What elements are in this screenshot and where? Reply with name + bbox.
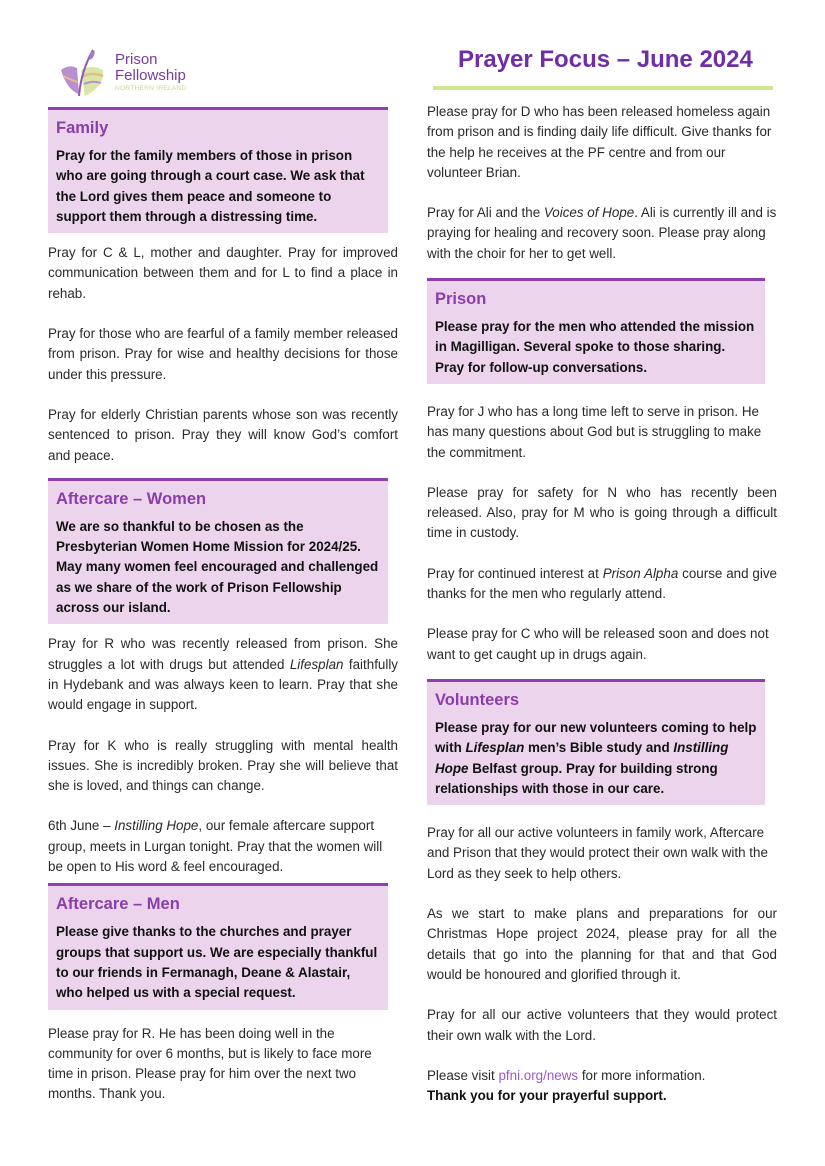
prison-item: Pray for J who has a long time left to serve in prison. He has many questions about God but is struggling to make the commitment. bbox=[427, 403, 762, 460]
logo-text-prison: Prison bbox=[115, 51, 158, 68]
aftercare-men-highlight: Please give thanks to the churches and prayer groups that support us. We are especially thankful to our friends in Fermanagh, Deane & Alastair, who helped us with a special request. bbox=[56, 924, 378, 1001]
family-box bbox=[48, 107, 388, 233]
prison-alpha-italic: Prison Alpha bbox=[602, 565, 679, 581]
title-underline bbox=[433, 86, 773, 90]
aftercare-men-heading: Aftercare – Men bbox=[56, 895, 180, 914]
text-span: Please pray for our new volunteers coming to help with bbox=[435, 719, 757, 756]
aftercare-women-highlight: We are so thankful to be chosen as the Presbyterian Women Home Mission for 2024/25. May many women feel encouraged and challenged as we share of the work of Prison Fellowship across our island. bbox=[56, 518, 379, 616]
aftercare-women-item: Pray for K who is really struggling with mental health issues. She is incredibly broken. Pray she will believe that she is loved, and things can change. bbox=[48, 737, 398, 794]
volunteers-box bbox=[427, 679, 765, 805]
volunteers-item: Pray for all our active volunteers that they would protect their own walk with the Lord. bbox=[427, 1007, 777, 1043]
prison-item bbox=[427, 564, 777, 605]
prison-box bbox=[427, 278, 765, 384]
instilling-hope-italic: Instilling Hope bbox=[435, 740, 729, 776]
text-span: . Ali is currently ill and is praying for healing and recovery soon. Please pray along with the choir for her to get well. bbox=[427, 205, 777, 261]
aftercare-men-box bbox=[48, 883, 388, 1009]
prison-item: Please pray for safety for N who has recently been released. Also, pray for M who is going through a difficult time in custody. bbox=[427, 484, 777, 541]
family-item: Pray for C & L, mother and daughter. Pray for improved communication between them and for L to find a place in rehab. bbox=[48, 245, 398, 301]
family-heading: Family bbox=[56, 119, 109, 137]
text-span: 6th June – bbox=[48, 818, 115, 834]
intro-item bbox=[427, 203, 777, 264]
prison-heading: Prison bbox=[435, 290, 487, 309]
aftercare-men-item: Please pray for R. He has been doing well in the community for over 6 months, but is likely to face more time in prison. Please pray for him over the next two months. Thank you. bbox=[48, 1025, 372, 1102]
logo-emblem-icon bbox=[57, 46, 112, 98]
text-span: men’s Bible study and bbox=[524, 740, 674, 756]
text-span: Pray for continued interest at bbox=[427, 565, 603, 581]
right-column bbox=[427, 102, 777, 1106]
prison-fellowship-logo bbox=[57, 46, 217, 98]
logo-text-region: NORTHERN IRELAND bbox=[115, 85, 187, 92]
page-title: Prayer Focus – June 2024 bbox=[458, 46, 753, 73]
text-span: faithfully in Hydebank and was always keen to learn. Pray that she would engage in support. bbox=[48, 656, 399, 713]
left-column bbox=[48, 107, 398, 1105]
volunteers-item: As we start to make plans and preparations for our Christmas Hope project 2024, please pray for all the details that go into the planning for that and that God would be honoured and glorified through it. bbox=[427, 906, 777, 982]
aftercare-women-item bbox=[48, 816, 398, 877]
text-span: , our female aftercare support group, meets in Lurgan tonight. Pray that the women will be open to His word & feel encouraged. bbox=[48, 818, 383, 875]
text-span: for more information. bbox=[578, 1067, 706, 1083]
thanks-line: Thank you for your prayerful support. bbox=[427, 1088, 667, 1104]
text-span: Pray for Ali and the bbox=[427, 205, 544, 221]
family-highlight: Pray for the family members of those in prison who are going through a court case. We ask that the Lord gives them peace and someone to support them through a distressing time. bbox=[56, 148, 365, 224]
intro-item: Please pray for D who has been released homeless again from prison and is finding daily life difficult. Give thanks for the help he receives at the PF centre and from our volunteer Brian. bbox=[427, 104, 772, 180]
lifesplan-italic: Lifesplan bbox=[465, 740, 525, 756]
text-span: course and give thanks for the men who regularly attend. bbox=[427, 565, 777, 602]
aftercare-women-heading: Aftercare – Women bbox=[56, 489, 207, 508]
logo-text-fellowship: Fellowship bbox=[115, 67, 186, 84]
instilling-hope-italic: Instilling Hope bbox=[114, 818, 199, 834]
pfni-news-link[interactable]: pfni.org/news bbox=[498, 1067, 579, 1083]
family-item: Pray for elderly Christian parents whose son was recently sentenced to prison. Pray they will know God’s comfort and peace. bbox=[48, 406, 398, 463]
family-item: Pray for those who are fearful of a family member released from prison. Pray for wise and healthy decisions for those under this pressure. bbox=[48, 326, 398, 382]
visit-line bbox=[427, 1066, 777, 1086]
volunteers-heading: Volunteers bbox=[435, 690, 520, 709]
text-span: Pray for R who was recently released from prison. She struggles a lot with drugs but attended bbox=[48, 636, 398, 672]
volunteers-highlight bbox=[435, 718, 757, 799]
prison-highlight: Please pray for the men who attended the mission in Magilligan. Several spoke to those sharing. Pray for follow-up conversations. bbox=[435, 319, 755, 375]
volunteers-item: Pray for all our active volunteers in family work, Aftercare and Prison that they would protect their own walk with the Lord as they seek to help others. bbox=[427, 825, 768, 881]
aftercare-women-item bbox=[48, 634, 398, 715]
aftercare-women-box bbox=[48, 478, 388, 624]
text-span: Please visit bbox=[427, 1067, 499, 1083]
prison-item: Please pray for C who will be released soon and does not want to get caught up in drugs again. bbox=[427, 626, 769, 662]
lifesplan-italic: Lifesplan bbox=[289, 656, 344, 672]
voices-of-hope-italic: Voices of Hope bbox=[543, 205, 635, 221]
text-span: Belfast group. Pray for building strong relationships with those in our care. bbox=[435, 760, 718, 796]
